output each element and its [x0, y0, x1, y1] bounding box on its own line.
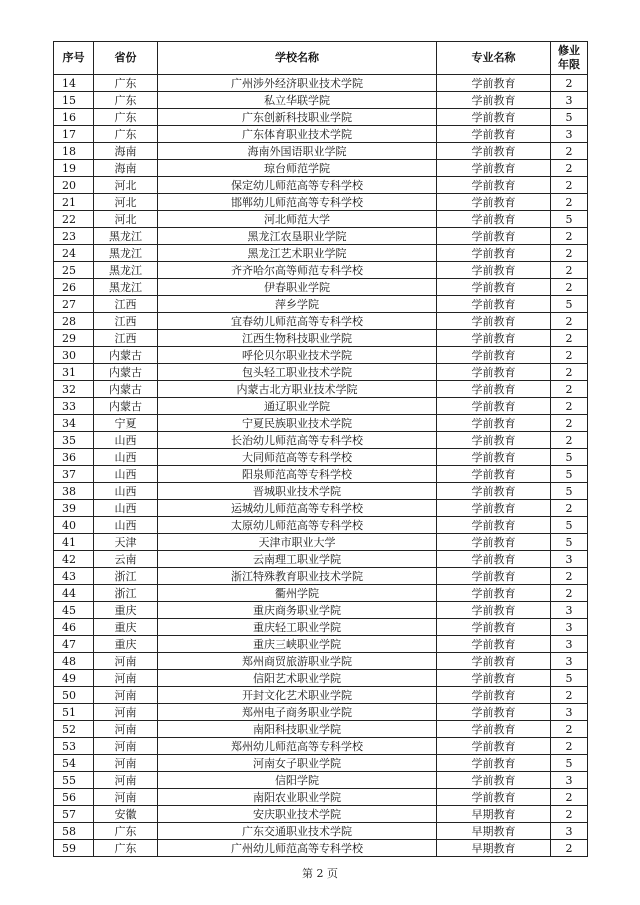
table-row [54, 126, 588, 143]
table-row [54, 721, 588, 738]
cell-no: 59 [54, 840, 94, 857]
cell-major: 学前教育 [437, 585, 551, 602]
cell-province: 浙江 [94, 568, 158, 585]
header-years-line2: 年限 [558, 58, 580, 71]
cell-years: 5 [551, 517, 588, 534]
cell-school: 信阳艺术职业学院 [158, 670, 437, 687]
cell-school: 郑州幼儿师范高等专科学校 [158, 738, 437, 755]
cell-school: 包头轻工职业技术学院 [158, 364, 437, 381]
header-major: 专业名称 [437, 42, 551, 75]
cell-no: 23 [54, 228, 94, 245]
table-row [54, 109, 588, 126]
cell-province: 内蒙古 [94, 347, 158, 364]
cell-school: 郑州商贸旅游职业学院 [158, 653, 437, 670]
table-header [54, 42, 588, 75]
cell-major: 学前教育 [437, 143, 551, 160]
cell-school: 海南外国语职业学院 [158, 143, 437, 160]
cell-years: 2 [551, 789, 588, 806]
cell-years: 3 [551, 551, 588, 568]
cell-province: 内蒙古 [94, 398, 158, 415]
cell-no: 19 [54, 160, 94, 177]
cell-province: 海南 [94, 143, 158, 160]
cell-no: 51 [54, 704, 94, 721]
cell-years: 2 [551, 398, 588, 415]
cell-major: 学前教育 [437, 670, 551, 687]
cell-province: 河南 [94, 653, 158, 670]
table-row [54, 160, 588, 177]
cell-province: 天津 [94, 534, 158, 551]
table-row [54, 483, 588, 500]
cell-school: 齐齐哈尔高等师范专科学校 [158, 262, 437, 279]
cell-major: 早期教育 [437, 806, 551, 823]
cell-school: 天津市职业大学 [158, 534, 437, 551]
table-row [54, 449, 588, 466]
cell-years: 2 [551, 364, 588, 381]
cell-no: 41 [54, 534, 94, 551]
cell-no: 24 [54, 245, 94, 262]
cell-province: 黑龙江 [94, 228, 158, 245]
cell-province: 广东 [94, 840, 158, 857]
cell-major: 学前教育 [437, 755, 551, 772]
cell-province: 河北 [94, 211, 158, 228]
cell-years: 5 [551, 211, 588, 228]
cell-province: 安徽 [94, 806, 158, 823]
table-row [54, 262, 588, 279]
cell-years: 3 [551, 92, 588, 109]
table-row [54, 381, 588, 398]
cell-province: 广东 [94, 109, 158, 126]
cell-school: 重庆商务职业学院 [158, 602, 437, 619]
cell-school: 宜春幼儿师范高等专科学校 [158, 313, 437, 330]
cell-province: 河北 [94, 194, 158, 211]
cell-province: 山西 [94, 432, 158, 449]
cell-no: 34 [54, 415, 94, 432]
cell-years: 5 [551, 449, 588, 466]
table-row [54, 755, 588, 772]
school-table [53, 41, 588, 857]
cell-school: 太原幼儿师范高等专科学校 [158, 517, 437, 534]
cell-major: 学前教育 [437, 551, 551, 568]
cell-school: 黑龙江农垦职业学院 [158, 228, 437, 245]
cell-no: 37 [54, 466, 94, 483]
cell-school: 云南理工职业学院 [158, 551, 437, 568]
cell-major: 早期教育 [437, 823, 551, 840]
cell-province: 广东 [94, 92, 158, 109]
cell-years: 3 [551, 772, 588, 789]
cell-major: 学前教育 [437, 789, 551, 806]
cell-school: 琼台师范学院 [158, 160, 437, 177]
cell-years: 2 [551, 228, 588, 245]
cell-province: 广东 [94, 823, 158, 840]
cell-major: 学前教育 [437, 262, 551, 279]
table-row [54, 415, 588, 432]
cell-major: 学前教育 [437, 398, 551, 415]
cell-province: 黑龙江 [94, 262, 158, 279]
cell-no: 26 [54, 279, 94, 296]
cell-no: 33 [54, 398, 94, 415]
cell-province: 广东 [94, 126, 158, 143]
cell-province: 内蒙古 [94, 364, 158, 381]
cell-years: 2 [551, 415, 588, 432]
cell-school: 开封文化艺术职业学院 [158, 687, 437, 704]
cell-years: 2 [551, 347, 588, 364]
cell-school: 重庆三峡职业学院 [158, 636, 437, 653]
cell-province: 河南 [94, 704, 158, 721]
cell-years: 2 [551, 177, 588, 194]
cell-no: 55 [54, 772, 94, 789]
table-row [54, 534, 588, 551]
cell-major: 学前教育 [437, 636, 551, 653]
table-row [54, 568, 588, 585]
table-row [54, 670, 588, 687]
header-no: 序号 [54, 42, 94, 75]
table-row [54, 840, 588, 857]
cell-major: 学前教育 [437, 364, 551, 381]
cell-no: 54 [54, 755, 94, 772]
cell-major: 学前教育 [437, 109, 551, 126]
table-row [54, 398, 588, 415]
cell-province: 河北 [94, 177, 158, 194]
cell-years: 3 [551, 126, 588, 143]
table-row [54, 347, 588, 364]
cell-no: 14 [54, 75, 94, 92]
cell-major: 学前教育 [437, 534, 551, 551]
cell-school: 运城幼儿师范高等专科学校 [158, 500, 437, 517]
cell-province: 山西 [94, 449, 158, 466]
cell-no: 22 [54, 211, 94, 228]
cell-no: 58 [54, 823, 94, 840]
table-row [54, 279, 588, 296]
cell-major: 学前教育 [437, 721, 551, 738]
table-row [54, 500, 588, 517]
cell-province: 河南 [94, 670, 158, 687]
cell-major: 学前教育 [437, 687, 551, 704]
cell-province: 河南 [94, 755, 158, 772]
cell-major: 学前教育 [437, 517, 551, 534]
cell-school: 萍乡学院 [158, 296, 437, 313]
cell-no: 35 [54, 432, 94, 449]
table-row [54, 823, 588, 840]
cell-school: 广州涉外经济职业技术学院 [158, 75, 437, 92]
cell-years: 3 [551, 704, 588, 721]
cell-province: 山西 [94, 466, 158, 483]
cell-province: 河南 [94, 772, 158, 789]
table-row [54, 687, 588, 704]
cell-no: 27 [54, 296, 94, 313]
table-row [54, 296, 588, 313]
table-row [54, 143, 588, 160]
table-row [54, 211, 588, 228]
cell-years: 3 [551, 823, 588, 840]
cell-no: 57 [54, 806, 94, 823]
header-province: 省份 [94, 42, 158, 75]
cell-school: 河南女子职业学院 [158, 755, 437, 772]
cell-major: 学前教育 [437, 415, 551, 432]
cell-years: 5 [551, 483, 588, 500]
cell-no: 32 [54, 381, 94, 398]
cell-no: 28 [54, 313, 94, 330]
table-row [54, 789, 588, 806]
cell-years: 2 [551, 143, 588, 160]
cell-major: 学前教育 [437, 738, 551, 755]
cell-province: 黑龙江 [94, 279, 158, 296]
table-row [54, 228, 588, 245]
cell-no: 56 [54, 789, 94, 806]
cell-years: 2 [551, 585, 588, 602]
cell-years: 5 [551, 296, 588, 313]
cell-no: 15 [54, 92, 94, 109]
cell-school: 江西生物科技职业学院 [158, 330, 437, 347]
cell-school: 广东体育职业技术学院 [158, 126, 437, 143]
header-school: 学校名称 [158, 42, 437, 75]
cell-province: 宁夏 [94, 415, 158, 432]
cell-no: 43 [54, 568, 94, 585]
cell-years: 5 [551, 109, 588, 126]
cell-no: 38 [54, 483, 94, 500]
table-row [54, 517, 588, 534]
cell-no: 50 [54, 687, 94, 704]
cell-province: 江西 [94, 296, 158, 313]
cell-no: 48 [54, 653, 94, 670]
cell-school: 晋城职业技术学院 [158, 483, 437, 500]
cell-school: 南阳农业职业学院 [158, 789, 437, 806]
cell-province: 山西 [94, 517, 158, 534]
cell-no: 21 [54, 194, 94, 211]
cell-no: 25 [54, 262, 94, 279]
cell-school: 私立华联学院 [158, 92, 437, 109]
cell-school: 信阳学院 [158, 772, 437, 789]
cell-major: 学前教育 [437, 177, 551, 194]
cell-major: 学前教育 [437, 330, 551, 347]
cell-province: 河南 [94, 789, 158, 806]
cell-school: 内蒙古北方职业技术学院 [158, 381, 437, 398]
cell-school: 广东交通职业技术学院 [158, 823, 437, 840]
cell-school: 重庆轻工职业学院 [158, 619, 437, 636]
cell-years: 3 [551, 653, 588, 670]
cell-school: 宁夏民族职业技术学院 [158, 415, 437, 432]
cell-years: 2 [551, 330, 588, 347]
cell-province: 重庆 [94, 636, 158, 653]
cell-no: 16 [54, 109, 94, 126]
table-row [54, 245, 588, 262]
cell-years: 5 [551, 466, 588, 483]
cell-province: 河南 [94, 721, 158, 738]
cell-years: 2 [551, 160, 588, 177]
cell-no: 42 [54, 551, 94, 568]
cell-no: 18 [54, 143, 94, 160]
cell-no: 53 [54, 738, 94, 755]
cell-no: 45 [54, 602, 94, 619]
cell-years: 3 [551, 619, 588, 636]
cell-province: 黑龙江 [94, 245, 158, 262]
cell-major: 学前教育 [437, 704, 551, 721]
cell-major: 学前教育 [437, 466, 551, 483]
cell-major: 学前教育 [437, 126, 551, 143]
cell-years: 2 [551, 279, 588, 296]
cell-major: 学前教育 [437, 92, 551, 109]
cell-major: 学前教育 [437, 772, 551, 789]
table-row [54, 466, 588, 483]
cell-major: 早期教育 [437, 840, 551, 857]
cell-no: 49 [54, 670, 94, 687]
cell-major: 学前教育 [437, 653, 551, 670]
header-years [551, 42, 588, 75]
table-row [54, 738, 588, 755]
cell-no: 29 [54, 330, 94, 347]
cell-no: 44 [54, 585, 94, 602]
cell-school: 安庆职业技术学院 [158, 806, 437, 823]
cell-years: 5 [551, 755, 588, 772]
cell-major: 学前教育 [437, 228, 551, 245]
cell-major: 学前教育 [437, 211, 551, 228]
cell-school: 大同师范高等专科学校 [158, 449, 437, 466]
table-row [54, 432, 588, 449]
cell-school: 郑州电子商务职业学院 [158, 704, 437, 721]
cell-no: 17 [54, 126, 94, 143]
cell-major: 学前教育 [437, 194, 551, 211]
cell-school: 浙江特殊教育职业技术学院 [158, 568, 437, 585]
cell-years: 2 [551, 721, 588, 738]
page-number: 第 2 页 [302, 867, 338, 880]
cell-no: 31 [54, 364, 94, 381]
cell-school: 邯郸幼儿师范高等专科学校 [158, 194, 437, 211]
cell-province: 河南 [94, 738, 158, 755]
cell-major: 学前教育 [437, 568, 551, 585]
cell-no: 47 [54, 636, 94, 653]
cell-years: 2 [551, 75, 588, 92]
cell-major: 学前教育 [437, 75, 551, 92]
table-row [54, 364, 588, 381]
table-row [54, 704, 588, 721]
cell-province: 海南 [94, 160, 158, 177]
cell-years: 2 [551, 194, 588, 211]
cell-school: 广东创新科技职业学院 [158, 109, 437, 126]
cell-school: 呼伦贝尔职业技术学院 [158, 347, 437, 364]
cell-no: 36 [54, 449, 94, 466]
cell-major: 学前教育 [437, 483, 551, 500]
cell-years: 2 [551, 568, 588, 585]
cell-years: 5 [551, 670, 588, 687]
cell-province: 内蒙古 [94, 381, 158, 398]
cell-major: 学前教育 [437, 449, 551, 466]
cell-major: 学前教育 [437, 602, 551, 619]
table-row [54, 330, 588, 347]
cell-no: 30 [54, 347, 94, 364]
cell-years: 3 [551, 636, 588, 653]
cell-years: 2 [551, 738, 588, 755]
table-row [54, 551, 588, 568]
cell-school: 通辽职业学院 [158, 398, 437, 415]
cell-province: 广东 [94, 75, 158, 92]
cell-major: 学前教育 [437, 500, 551, 517]
cell-years: 2 [551, 806, 588, 823]
cell-province: 江西 [94, 313, 158, 330]
table-body [54, 75, 588, 857]
cell-no: 39 [54, 500, 94, 517]
cell-no: 20 [54, 177, 94, 194]
table-row [54, 653, 588, 670]
table-row [54, 772, 588, 789]
cell-years: 5 [551, 534, 588, 551]
cell-no: 46 [54, 619, 94, 636]
cell-school: 河北师范大学 [158, 211, 437, 228]
cell-school: 保定幼儿师范高等专科学校 [158, 177, 437, 194]
cell-years: 2 [551, 840, 588, 857]
cell-no: 40 [54, 517, 94, 534]
table-row [54, 75, 588, 92]
cell-school: 长治幼儿师范高等专科学校 [158, 432, 437, 449]
cell-years: 2 [551, 432, 588, 449]
table-row [54, 636, 588, 653]
cell-province: 山西 [94, 500, 158, 517]
cell-no: 52 [54, 721, 94, 738]
table-row [54, 177, 588, 194]
table-row [54, 313, 588, 330]
cell-major: 学前教育 [437, 160, 551, 177]
table-row [54, 602, 588, 619]
cell-major: 学前教育 [437, 432, 551, 449]
cell-major: 学前教育 [437, 296, 551, 313]
table-row [54, 92, 588, 109]
cell-major: 学前教育 [437, 381, 551, 398]
cell-years: 2 [551, 381, 588, 398]
table-row [54, 806, 588, 823]
cell-years: 2 [551, 245, 588, 262]
cell-school: 黑龙江艺术职业学院 [158, 245, 437, 262]
cell-school: 广州幼儿师范高等专科学校 [158, 840, 437, 857]
cell-years: 2 [551, 262, 588, 279]
table-row [54, 619, 588, 636]
cell-province: 重庆 [94, 602, 158, 619]
cell-province: 河南 [94, 687, 158, 704]
table-row [54, 585, 588, 602]
cell-years: 3 [551, 602, 588, 619]
cell-years: 2 [551, 687, 588, 704]
cell-years: 2 [551, 500, 588, 517]
cell-province: 重庆 [94, 619, 158, 636]
cell-major: 学前教育 [437, 313, 551, 330]
cell-major: 学前教育 [437, 279, 551, 296]
header-row [54, 42, 588, 75]
cell-school: 阳泉师范高等专科学校 [158, 466, 437, 483]
cell-school: 衢州学院 [158, 585, 437, 602]
cell-school: 伊春职业学院 [158, 279, 437, 296]
cell-province: 山西 [94, 483, 158, 500]
cell-years: 2 [551, 313, 588, 330]
cell-province: 浙江 [94, 585, 158, 602]
cell-province: 云南 [94, 551, 158, 568]
table-row [54, 194, 588, 211]
cell-major: 学前教育 [437, 619, 551, 636]
cell-school: 南阳科技职业学院 [158, 721, 437, 738]
cell-province: 江西 [94, 330, 158, 347]
cell-major: 学前教育 [437, 347, 551, 364]
school-table-container [53, 41, 587, 857]
header-years-line1: 修业 [558, 44, 580, 57]
cell-major: 学前教育 [437, 245, 551, 262]
